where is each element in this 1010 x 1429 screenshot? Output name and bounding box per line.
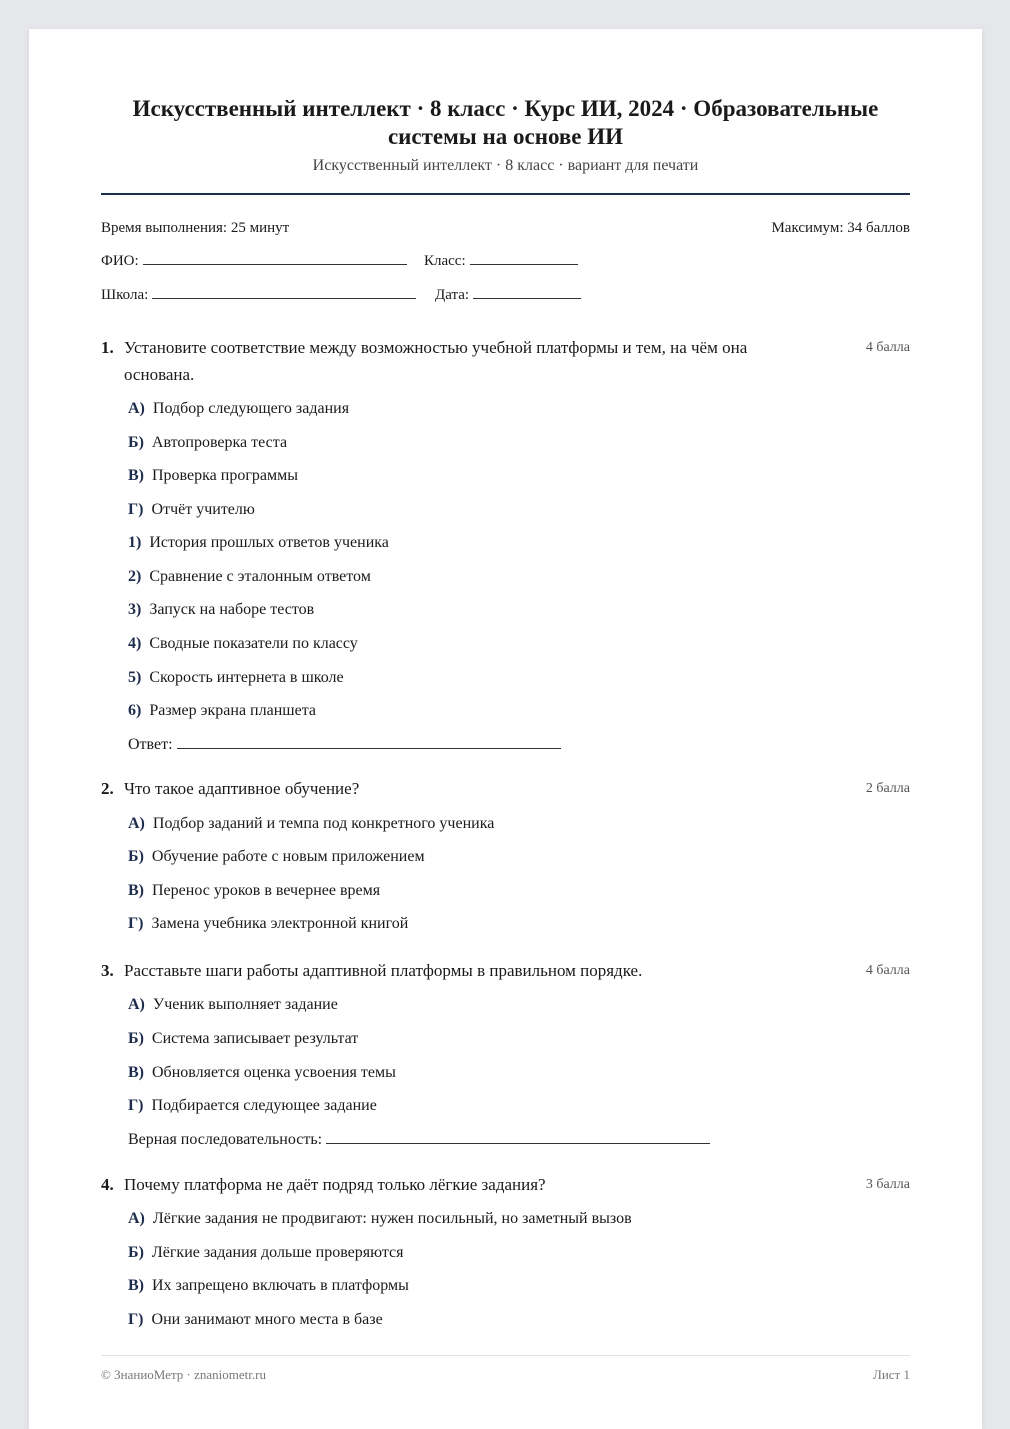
date-blank[interactable] — [473, 297, 581, 299]
page-subtitle: Искусственный интеллект · 8 класс · вариант для печати — [312, 157, 699, 174]
school-blank[interactable] — [152, 297, 416, 299]
option-text: История прошлых ответов ученика — [149, 534, 389, 551]
option-label: Г) — [128, 915, 144, 932]
option-item — [128, 815, 494, 833]
page-title: Искусственный интеллект · 8 класс · Курс ИИ, 2024 · Образовательные системы на основе ИИ — [132, 96, 879, 149]
school-field[interactable] — [101, 287, 416, 304]
question-2 — [101, 775, 910, 802]
option-text: Подбор заданий и темпа под конкретного ученика — [152, 815, 495, 832]
option-text: Ученик выполняет задание — [152, 996, 338, 1013]
meta-row — [101, 220, 910, 237]
option-label: А) — [128, 400, 145, 417]
option-item — [128, 467, 298, 485]
option-label: А) — [128, 815, 145, 832]
option-label: Б) — [128, 1030, 144, 1047]
option-label: Б) — [128, 848, 144, 865]
date-field[interactable] — [435, 287, 581, 304]
option-label: Б) — [128, 434, 144, 451]
option-text: Лёгкие задания не продвигают: нужен посильный, но заметный вызов — [152, 1210, 632, 1227]
option-label: В) — [128, 1064, 144, 1081]
max-score: Максимум: 34 баллов — [771, 220, 910, 236]
option-text: Система записывает результат — [151, 1030, 359, 1047]
answer-blank[interactable] — [177, 747, 561, 749]
option-item — [128, 669, 344, 687]
option-item — [128, 1030, 358, 1048]
option-label: 2) — [128, 568, 142, 585]
option-label: Б) — [128, 1244, 144, 1261]
question-text: Что такое адаптивное обучение? — [124, 779, 360, 798]
option-item — [128, 434, 287, 452]
answer-blank[interactable] — [326, 1142, 710, 1144]
question-points: 4 балла — [865, 963, 910, 978]
option-item — [128, 1210, 632, 1228]
option-text: Сравнение с эталонным ответом — [149, 568, 371, 585]
question-3 — [101, 957, 910, 984]
sequence-answer-field[interactable] — [128, 1131, 710, 1149]
option-text: Скорость интернета в школе — [149, 669, 344, 686]
option-item — [128, 848, 425, 866]
option-text: Размер экрана планшета — [149, 702, 316, 719]
question-points: 4 балла — [865, 340, 910, 355]
option-text: Они занимают много места в базе — [151, 1311, 383, 1328]
worksheet-page — [29, 29, 982, 1429]
question-number: 4. — [101, 1175, 114, 1194]
option-text: Замена учебника электронной книгой — [151, 915, 409, 932]
question-points: 2 балла — [865, 781, 910, 796]
option-text: Автопроверка теста — [151, 434, 288, 451]
option-text: Подбор следующего задания — [152, 400, 350, 417]
option-item — [128, 996, 338, 1014]
option-label: А) — [128, 996, 145, 1013]
fio-label: ФИО: — [101, 253, 139, 269]
option-text: Обучение работе с новым приложением — [151, 848, 425, 865]
option-item — [128, 635, 358, 653]
question-text: Почему платформа не даёт подряд только лёгкие задания? — [124, 1175, 546, 1194]
class-blank[interactable] — [470, 263, 578, 265]
page-number: Лист 1 — [873, 1367, 910, 1382]
question-points: 3 балла — [865, 1177, 910, 1192]
question-number: 1. — [101, 338, 114, 357]
option-text: Сводные показатели по классу — [149, 635, 358, 652]
option-item — [128, 702, 316, 720]
option-item — [128, 534, 389, 552]
time-limit: Время выполнения: 25 минут — [101, 220, 290, 236]
option-item — [128, 1244, 404, 1262]
answer-field[interactable] — [128, 736, 561, 754]
option-label: Г) — [128, 501, 144, 518]
option-label: А) — [128, 1210, 145, 1227]
option-label: Г) — [128, 1311, 144, 1328]
option-label: 5) — [128, 669, 142, 686]
fio-blank[interactable] — [143, 263, 407, 265]
option-item — [128, 601, 314, 619]
header-divider — [101, 193, 910, 195]
page-footer — [101, 1367, 910, 1383]
option-label: 6) — [128, 702, 142, 719]
answer-label: Верная последовательность: — [128, 1131, 323, 1148]
class-label: Класс: — [424, 253, 466, 269]
option-label: Г) — [128, 1097, 144, 1114]
question-1 — [101, 334, 910, 388]
footer-divider — [101, 1355, 910, 1356]
class-field[interactable] — [424, 253, 578, 270]
option-item — [128, 1277, 409, 1295]
question-4 — [101, 1171, 910, 1198]
option-label: В) — [128, 467, 144, 484]
option-text: Проверка программы — [152, 467, 298, 484]
date-label: Дата: — [435, 287, 470, 303]
option-label: 4) — [128, 635, 142, 652]
option-text: Отчёт учителю — [151, 501, 255, 518]
question-number: 3. — [101, 961, 114, 980]
option-label: 1) — [128, 534, 142, 551]
option-text: Лёгкие задания дольше проверяются — [151, 1244, 404, 1261]
question-text: Установите соответствие между возможностью учебной платформы и тем, на чём она основана. — [124, 338, 748, 384]
school-label: Школа: — [101, 287, 149, 303]
option-item — [128, 915, 408, 933]
option-text: Обновляется оценка усвоения темы — [152, 1064, 396, 1081]
answer-label: Ответ: — [128, 736, 173, 753]
option-item — [128, 1064, 396, 1082]
question-text: Расставьте шаги работы адаптивной платформы в правильном порядке. — [124, 961, 643, 980]
footer-copyright: © ЗнаниоМетр · znaniometr.ru — [101, 1367, 266, 1382]
option-item — [128, 400, 349, 418]
option-text: Их запрещено включать в платформы — [152, 1277, 409, 1294]
option-text: Подбирается следующее задание — [151, 1097, 377, 1114]
option-item — [128, 882, 380, 900]
question-number: 2. — [101, 779, 114, 798]
option-label: 3) — [128, 601, 142, 618]
option-text: Запуск на наборе тестов — [149, 601, 315, 618]
option-label: В) — [128, 882, 144, 899]
option-item — [128, 501, 255, 519]
option-item — [128, 1311, 383, 1329]
option-text: Перенос уроков в вечернее время — [152, 882, 381, 899]
option-label: В) — [128, 1277, 144, 1294]
fio-field[interactable] — [101, 253, 407, 270]
option-item — [128, 1097, 377, 1115]
option-item — [128, 568, 371, 586]
